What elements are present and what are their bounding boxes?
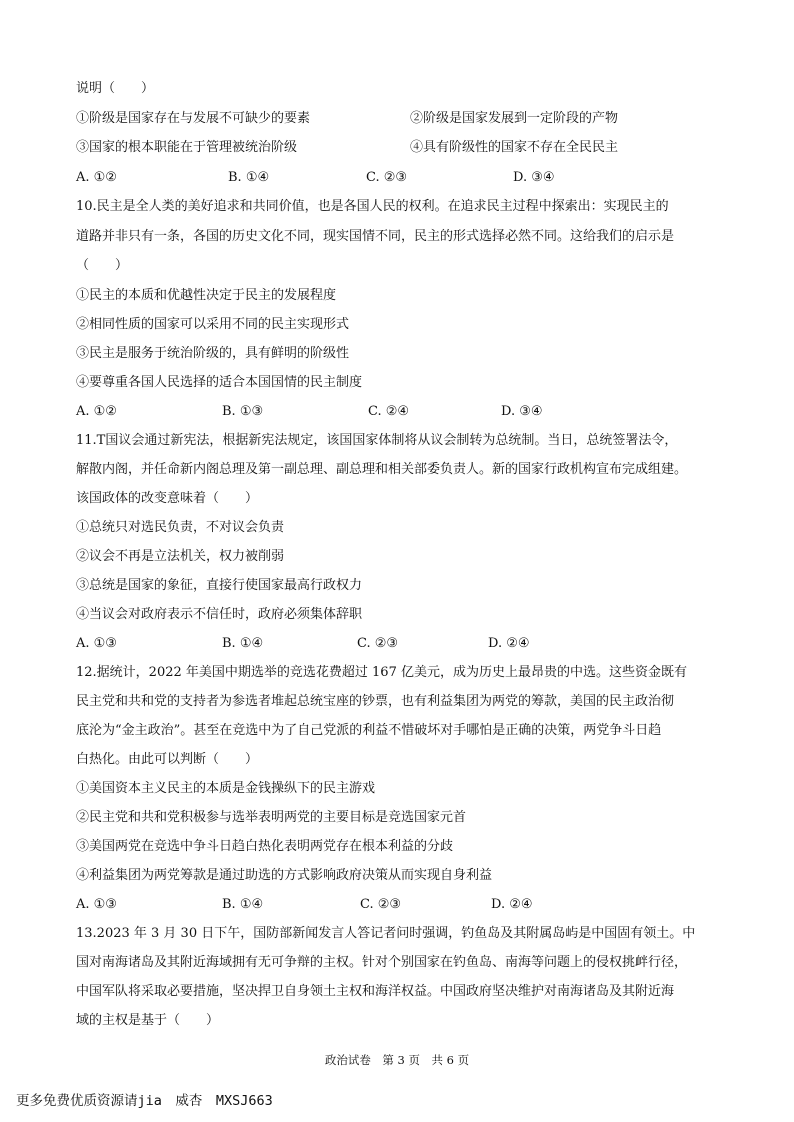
q12-stem-line-1: 12.据统计，2022 年美国中期选举的竞选花费超过 167 亿美元，成为历史上最昂贵的中选。这些资金既有 — [76, 665, 687, 680]
q9-option-a: A. ①② — [76, 170, 117, 185]
q9-statement-2: ②阶级是国家发展到一定阶段的产物 — [410, 111, 619, 126]
q9-statement-1: ①阶级是国家存在与发展不可缺少的要素 — [76, 111, 311, 126]
q10-option-d: D. ③④ — [501, 404, 543, 419]
q12-statement-2: ②民主党和共和党积极参与选举表明两党的主要目标是竞选国家元首 — [76, 810, 467, 825]
q13-stem-line-2: 国对南海诸岛及其附近海域拥有无可争辩的主权。针对个别国家在钓鱼岛、南海等问题上的侵权挑衅行径， — [76, 955, 688, 970]
q12-stem-line-4: 白热化。由此可以判断（ ） — [76, 752, 259, 767]
q12-statement-4: ④利益集团为两党筹款是通过助选的方式影响政府决策从而实现自身利益 — [76, 868, 493, 883]
q12-statement-1: ①美国资本主义民主的本质是金钱操纵下的民主游戏 — [76, 781, 376, 796]
q9-option-b: B. ①④ — [228, 170, 270, 185]
q10-stem-line-3: （ ） — [76, 258, 129, 273]
q11-statement-2: ②议会不再是立法机关，权力被削弱 — [76, 549, 285, 564]
q10-option-b: B. ①③ — [222, 404, 264, 419]
q11-option-a: A. ①③ — [76, 636, 117, 651]
q10-statement-2: ②相同性质的国家可以采用不同的民主实现形式 — [76, 317, 350, 332]
q13-stem-line-4: 域的主权是基于（ ） — [76, 1013, 220, 1028]
q10-option-c: C. ②④ — [368, 404, 410, 419]
q11-stem-line-2: 解散内阁，并任命新内阁总理及第一副总理、副总理和相关部委负责人。新的国家行政机构宣布完成组建。 — [76, 462, 688, 477]
q11-stem-line-3: 该国政体的改变意味着（ ） — [76, 491, 259, 506]
q10-statement-3: ③民主是服务于统治阶级的，具有鲜明的阶级性 — [76, 346, 350, 361]
q12-statement-3: ③美国两党在竞选中争斗日趋白热化表明两党存在根本利益的分歧 — [76, 839, 454, 854]
q12-option-a: A. ①③ — [76, 897, 117, 912]
q12-option-c: C. ②③ — [360, 897, 402, 912]
q11-statement-3: ③总统是国家的象征，直接行使国家最高行政权力 — [76, 578, 363, 593]
q11-statement-4: ④当议会对政府表示不信任时，政府必须集体辞职 — [76, 607, 363, 622]
q10-statement-1: ①民主的本质和优越性决定于民主的发展程度 — [76, 288, 337, 303]
q12-option-d: D. ②④ — [491, 897, 533, 912]
q9-option-c: C. ②③ — [366, 170, 408, 185]
q10-option-a: A. ①② — [76, 404, 117, 419]
q11-statement-1: ①总统只对选民负责，不对议会负责 — [76, 520, 285, 535]
q11-option-b: B. ①④ — [222, 636, 264, 651]
q12-option-b: B. ①④ — [222, 897, 264, 912]
q13-stem-line-3: 中国军队将采取必要措施，坚决捍卫自身领土主权和海洋权益。中国政府坚决维护对南海诸岛及其附近海 — [76, 984, 675, 999]
q9-statement-3: ③国家的根本职能在于管理被统治阶级 — [76, 140, 298, 155]
promo-text: 更多免费优质资源请jia 威杏 MXSJ663 — [16, 1093, 273, 1109]
q12-stem-line-3: 底沦为“金主政治”。甚至在竞选中为了自己党派的利益不惜破坏对手哪怕是正确的决策，两党争斗日趋 — [76, 723, 662, 738]
q9-option-d: D. ③④ — [513, 170, 555, 185]
q9-stem-tail: 说明（ ） — [76, 81, 155, 96]
q10-stem-line-2: 道路并非只有一条，各国的历史文化不同，现实国情不同，民主的形式选择必然不同。这给我们的启示是 — [76, 229, 675, 244]
q10-stem-line-1: 10.民主是全人类的美好追求和共同价值，也是各国人民的权利。在追求民主过程中探索出：实现民主的 — [76, 199, 669, 214]
q9-statement-4: ④具有阶级性的国家不存在全民民主 — [410, 140, 619, 155]
page-footer: 政治试卷 第 3 页 共 6 页 — [324, 1053, 470, 1067]
q11-option-d: D. ②④ — [488, 636, 530, 651]
q13-stem-line-1: 13.2023 年 3 月 30 日下午，国防部新闻发言人答记者问时强调，钓鱼岛及其附属岛屿是中国固有领土。中 — [76, 926, 696, 941]
q10-statement-4: ④要尊重各国人民选择的适合本国国情的民主制度 — [76, 375, 363, 390]
q11-option-c: C. ②③ — [357, 636, 399, 651]
q11-stem-line-1: 11.T国议会通过新宪法，根据新宪法规定，该国国家体制将从议会制转为总统制。当日，总统签署法令， — [76, 433, 678, 448]
q12-stem-line-2: 民主党和共和党的支持者为参选者堆起总统宝座的钞票，也有利益集团为两党的筹款，美国的民主政治彻 — [76, 694, 675, 709]
